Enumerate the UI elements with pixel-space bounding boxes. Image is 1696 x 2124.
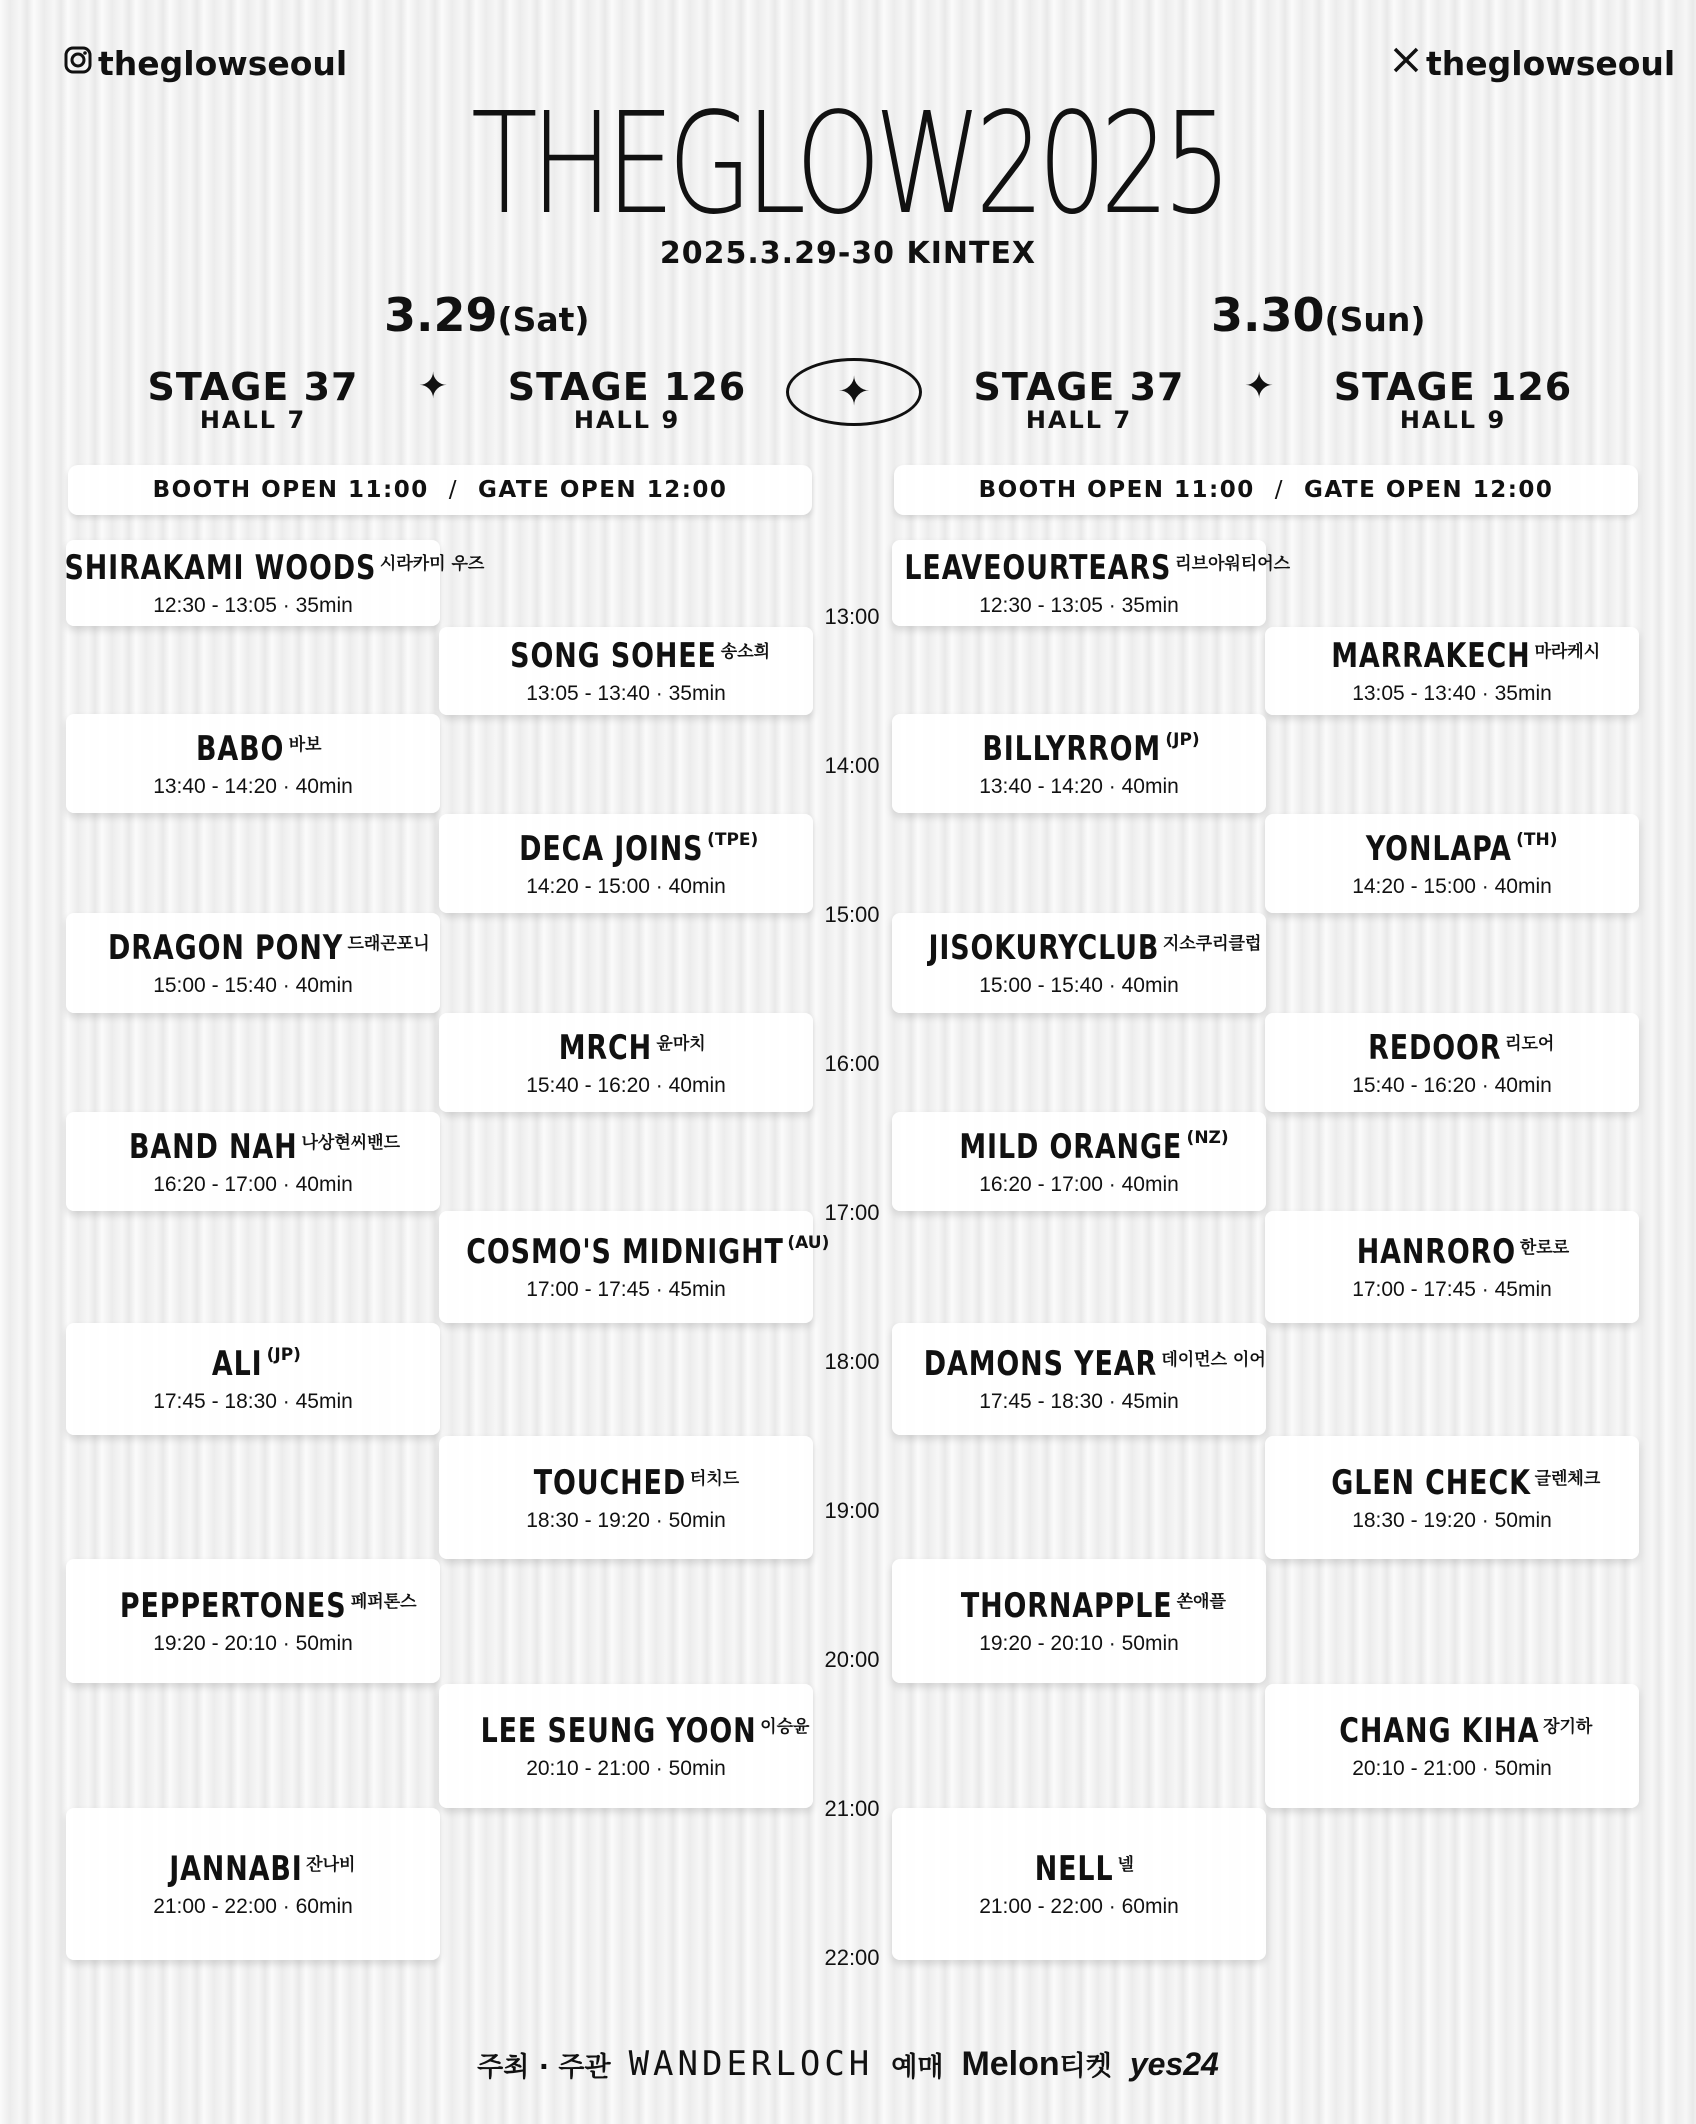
timetable-slot [1265,627,1639,715]
timetable-slot [66,1808,440,1960]
slot-time: 12:30 - 13:05 · 35min [153,594,353,617]
timetable-slot [439,1436,813,1559]
artist-name: REDOOR [1367,1027,1502,1068]
timetable-slot [892,714,1266,813]
time-tick: 19:00 [824,1498,880,1523]
artist-name: SONG SOHEE [510,636,717,676]
artist-subtitle: 나상현씨밴드 [301,1132,401,1153]
artist-line [482,636,770,676]
timetable-slot [1265,1436,1639,1559]
slot-time: 14:20 - 15:00 · 40min [1352,874,1552,898]
artist-line [494,829,759,869]
artist-subtitle: 시라카미 우즈 [379,554,485,574]
artist-line [1346,829,1557,869]
slot-time: 19:20 - 20:10 · 50min [979,1632,1179,1655]
artist-name: JISOKURYCLUB [928,928,1159,968]
artist-line [76,928,429,968]
melon-suffix: 티켓 [1059,2051,1112,2082]
artist-line [1350,1028,1555,1068]
artist-subtitle: 잔나비 [306,1855,356,1875]
artist-subtitle: 바보 [288,734,322,755]
day2-weekday: (Sun) [1324,300,1426,339]
artist-subtitle: 데이먼스 이어 [1161,1350,1266,1370]
artist-subtitle: 지소쿠리클럽 [1162,934,1262,954]
time-tick: 14:00 [824,753,880,778]
artist-line [929,1127,1228,1167]
artist-name: COSMO'S MIDNIGHT [465,1232,784,1272]
timetable-slot [439,627,813,715]
day1-stage126-header [477,365,777,434]
artist-name: MARRAKECH [1331,636,1531,676]
instagram-handle: theglowseoul [98,44,348,83]
timetable-slot [66,714,440,813]
timetable-slot [439,1211,830,1323]
sparkle-icon: ✦ [1244,366,1275,407]
artist-line [184,729,321,769]
artist-line [868,548,1290,588]
gate-open-text: GATE OPEN 12:00 [478,477,728,503]
slot-time: 15:00 - 15:40 · 40min [153,974,353,997]
booth-open-text: BOOTH OPEN 11:00 [978,477,1255,503]
slot-time: 13:05 - 13:40 · 35min [1352,682,1552,705]
timetable-slot [439,1013,813,1112]
timetable-slot [66,1559,440,1683]
timetable-slot [1265,1684,1639,1808]
hall-name: HALL 9 [1399,405,1507,434]
timetable-slot [66,1112,440,1211]
artist-line [932,1586,1226,1626]
artist-line [151,1849,356,1889]
timetable-slot [66,1323,440,1435]
booth-open-text: BOOTH OPEN 11:00 [152,477,429,503]
artist-name: MILD ORANGE [959,1126,1183,1167]
artist-line [1024,1849,1134,1889]
slot-time: 20:10 - 21:00 · 50min [526,1757,726,1780]
timetable-slot [892,1808,1266,1960]
artist-subtitle: 송소희 [720,642,771,662]
time-tick: 16:00 [824,1051,880,1076]
time-tick: 22:00 [824,1945,880,1970]
time-tick: 18:00 [824,1349,880,1374]
time-tick: 17:00 [824,1200,880,1225]
day2-stage37-header [929,365,1229,434]
artist-subtitle: 쏜애플 [1176,1592,1226,1612]
timetable-slot [1265,1013,1639,1112]
artist-line [1304,636,1600,676]
slot-time: 15:00 - 15:40 · 40min [979,974,1179,997]
artist-name: DECA JOINS [518,828,704,869]
festival-dates-venue: 2025.3.29-30 KINTEX [659,236,1037,271]
artist-name: JANNABI [168,1849,303,1889]
artist-name: CHANG KIHA [1338,1711,1540,1751]
artist-line [1335,1232,1569,1272]
artist-name: GLEN CHECK [1330,1462,1531,1503]
instagram-icon [64,46,92,82]
artist-line [546,1028,705,1068]
artist-subtitle: 마라케시 [1534,642,1601,662]
slot-time: 16:20 - 17:00 · 40min [153,1172,353,1196]
separator: / [448,477,459,503]
day2-title [1211,288,1425,342]
artist-line [892,1344,1266,1384]
artist-name: ALI [211,1344,263,1384]
slot-time: 13:40 - 14:20 · 40min [153,774,353,798]
day2-date: 3.30 [1211,288,1325,342]
slot-time: 15:40 - 16:20 · 40min [1352,1073,1552,1097]
x-link[interactable] [1392,44,1675,83]
stage-name: STAGE 126 [507,365,747,409]
artist-name: DRAGON PONY [108,928,344,968]
slot-time: 18:30 - 19:20 · 50min [1352,1508,1552,1532]
artist-line [423,1232,830,1272]
artist-subtitle: (NZ) [1186,1127,1229,1148]
stage-name: STAGE 37 [973,365,1185,409]
artist-line [89,1586,416,1626]
host-label: 주최 · 주관 [477,2051,611,2083]
time-tick: 15:00 [824,902,880,927]
artist-name: MRCH [559,1027,653,1068]
sparkle-icon: ✦ [418,366,449,407]
artist-name: LEAVEOURTEARS [904,548,1172,588]
gate-open-text: GATE OPEN 12:00 [1304,477,1554,503]
artist-subtitle: 드래곤포니 [347,934,430,954]
stage-name: STAGE 126 [1333,365,1573,409]
slot-time: 12:30 - 13:05 · 35min [979,594,1179,617]
melon-logo: Melon [961,2045,1060,2083]
timetable-slot [892,913,1266,1013]
melon-ticket-logo [961,2044,1111,2084]
time-tick: 21:00 [824,1796,880,1821]
timetable-slot [892,1323,1266,1435]
slot-time: 19:20 - 20:10 · 50min [153,1632,353,1655]
hall-name: HALL 9 [573,405,681,434]
artist-line [897,928,1262,968]
ticket-label: 예매 [891,2051,944,2083]
slot-time: 21:00 - 22:00 · 60min [153,1895,353,1918]
artist-name: YONLAPA [1366,828,1513,869]
hall-name: HALL 7 [1025,405,1133,434]
artist-name: BAND NAH [128,1126,298,1167]
footer-credits [0,2044,1696,2084]
artist-line [513,1463,739,1503]
slot-time: 16:20 - 17:00 · 40min [979,1172,1179,1196]
artist-subtitle: 장기하 [1543,1717,1593,1737]
artist-name: BILLYRROM [982,728,1162,769]
yes24-logo: yes24 [1129,2045,1219,2082]
artist-subtitle: 글렌체크 [1534,1468,1601,1489]
timetable-slot [64,540,485,626]
artist-name: NELL [1034,1849,1114,1889]
festival-logo: THEGLOW2025 [471,83,1225,246]
artist-subtitle: (JP) [1165,729,1200,750]
slot-time: 18:30 - 19:20 · 50min [526,1508,726,1532]
time-tick: 20:00 [824,1647,880,1672]
day2-gate-bar [894,465,1638,515]
artist-subtitle: 이승윤 [760,1717,810,1737]
organizer-logo: WANDERLOCH [628,2044,874,2084]
artist-subtitle: 한로로 [1519,1238,1570,1258]
slot-time: 15:40 - 16:20 · 40min [526,1073,726,1097]
time-tick: 13:00 [824,604,880,629]
star-emblem-icon: ✦ [786,358,922,426]
slot-time: 17:00 - 17:45 · 45min [1352,1278,1552,1301]
artist-subtitle: (TH) [1516,829,1558,850]
instagram-link[interactable] [64,44,347,83]
artist-name: BABO [196,728,285,769]
slot-time: 21:00 - 22:00 · 60min [979,1895,1179,1918]
artist-name: SHIRAKAMI WOODS [64,548,376,588]
artist-subtitle: 터치드 [689,1468,740,1489]
timetable-slot [892,540,1291,626]
day2-stage126-header [1303,365,1603,434]
timetable-slot [1265,814,1639,913]
day1-stage37-header [103,365,403,434]
artist-name: PEPPERTONES [120,1586,347,1626]
separator: / [1274,477,1285,503]
slot-time: 17:45 - 18:30 · 45min [153,1390,353,1413]
artist-name: HANRORO [1356,1232,1516,1272]
artist-subtitle: (AU) [787,1233,830,1253]
stage-name: STAGE 37 [147,365,359,409]
artist-subtitle: (JP) [266,1345,301,1365]
slot-time: 13:05 - 13:40 · 35min [526,682,726,705]
artist-subtitle: 넬 [1117,1855,1134,1875]
artist-subtitle: (TPE) [707,829,759,850]
slot-time: 14:20 - 15:00 · 40min [526,874,726,898]
artist-line [1304,1463,1601,1503]
artist-line [443,1711,810,1751]
day1-weekday: (Sat) [497,300,590,339]
artist-subtitle: 윤마치 [656,1033,706,1054]
artist-line [205,1344,301,1384]
artist-name: TOUCHED [533,1462,686,1503]
slot-time: 17:45 - 18:30 · 45min [979,1390,1179,1413]
slot-time: 20:10 - 21:00 · 50min [1352,1757,1552,1780]
timetable-slot [892,1559,1266,1683]
slot-time: 17:00 - 17:45 · 45min [526,1278,726,1301]
timetable-slot [892,1112,1266,1211]
timetable-slot [66,913,440,1013]
timetable-slot [439,814,813,913]
slot-time: 13:40 - 14:20 · 40min [979,774,1179,798]
artist-subtitle: 리브아워티어스 [1175,554,1291,574]
artist-subtitle: 리도어 [1505,1033,1555,1054]
x-icon [1392,46,1420,82]
timetable-slot [439,1684,813,1808]
day1-title [384,288,589,342]
day1-gate-bar [68,465,812,515]
hall-name: HALL 7 [199,405,307,434]
artist-line [106,1127,400,1167]
day1-date: 3.29 [384,288,498,342]
artist-name: DAMONS YEAR [924,1344,1158,1384]
artist-name: THORNAPPLE [960,1586,1173,1626]
artist-line [958,729,1199,769]
artist-name: LEE SEUNG YOON [480,1711,757,1751]
artist-line [1312,1711,1593,1751]
x-handle: theglowseoul [1426,44,1676,83]
timetable-slot [1265,1211,1639,1323]
artist-line [22,548,485,588]
artist-subtitle: 페퍼톤스 [350,1592,417,1612]
